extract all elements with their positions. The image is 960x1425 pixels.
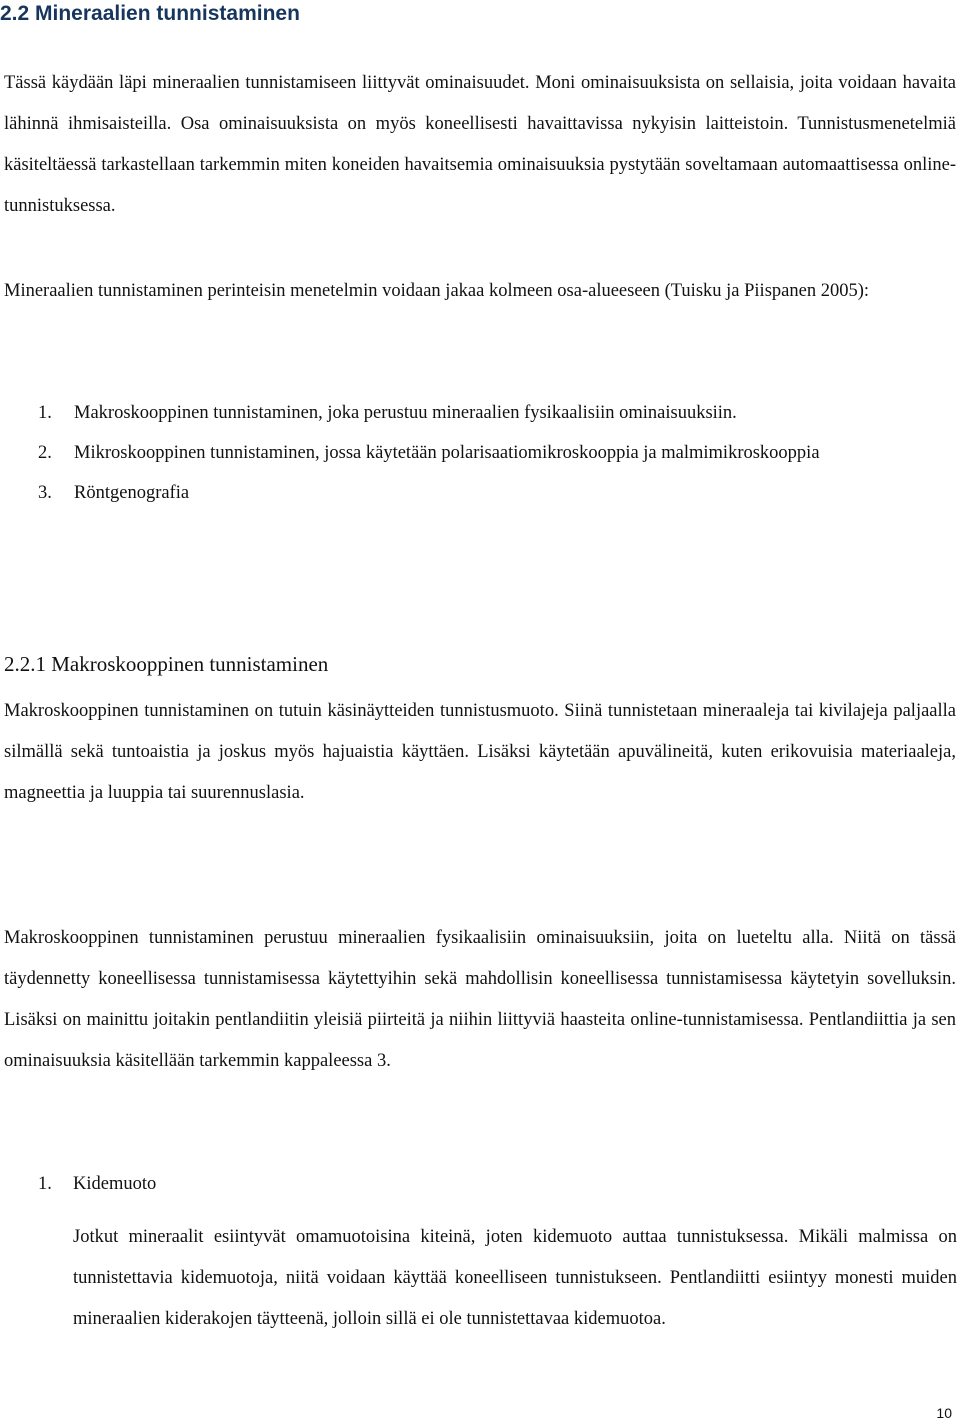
properties-paragraph: Makroskooppinen tunnistaminen perustuu mineraalien fysikaalisiin ominaisuuksiin, joita on lueteltu alla. Niitä on tässä täydennetty koneellisessa tunnistamisessa käytettyihin sekä mahdollisin koneellisessa tunnistamisessa käytetyin sovelluksin. Lisäksi on mainittu joitakin pentlandiitin yleisiä piirteitä ja niihin liittyviä haasteita online-tunnistamisessa. Pentlandiittia ja sen ominaisuuksia käsitellään tarkemmin kappaleessa 3.	[4, 928, 956, 1071]
macro-paragraph: Makroskooppinen tunnistaminen on tutuin käsinäytteiden tunnistusmuoto. Siinä tunnistetaan mineraaleja tai kivilajeja paljaalla silmällä sekä tuntoaistia ja joskus myös hajuaistia käyttäen. Lisäksi käytetään apuvälineitä, kuten erikovuisia materiaaleja, magneettia ja luuppia tai suurennuslasia.	[4, 701, 956, 803]
intro-paragraph: Tässä käydään läpi mineraalien tunnistamiseen liittyvät ominaisuudet. Moni ominaisuuksista on sellaisia, joita voidaan havaita lähinnä ihmisaisteilla. Osa ominaisuuksista on myös koneellisesti havaittavissa nykyisin laitteistoin. Tunnistusmenetelmiä käsiteltäessä tarkastellaan tarkemmin miten koneiden havaitsemia ominaisuuksia pystytään soveltamaan automaattisessa online-tunnistuksessa.	[4, 73, 956, 216]
methods-list	[38, 393, 956, 513]
subsection-heading: 2.2.1 Makroskooppinen tunnistaminen	[4, 652, 329, 676]
list-item	[38, 393, 956, 433]
list-item-text: Röntgenografia	[74, 483, 190, 503]
crystal-form-paragraph: Jotkut mineraalit esiintyvät omamuotoisina kiteinä, joten kidemuoto auttaa tunnistuksessa. Mikäli malmissa on tunnistettavia kidemuotoja, niitä voidaan käyttää koneelliseen tunnistukseen. Pentlandiitti esiintyy monesti muiden mineraalien kiderakojen täytteenä, jolloin sillä ei ole tunnistettavaa kidemuotoa.	[73, 1227, 957, 1329]
list-item	[38, 433, 956, 473]
list-item	[38, 473, 956, 513]
property-heading	[38, 1170, 156, 1198]
list-item-number: 1.	[38, 403, 52, 423]
list-item-number: 2.	[38, 443, 52, 463]
list-item-number: 3.	[38, 483, 52, 503]
section-heading: 2.2 Mineraalien tunnistaminen	[0, 2, 300, 25]
list-item-text: Makroskooppinen tunnistaminen, joka perustuu mineraalien fysikaalisiin ominaisuuksiin.	[74, 403, 737, 423]
page-number: 10	[936, 1405, 952, 1421]
property-number: 1.	[38, 1174, 52, 1194]
property-title: Kidemuoto	[73, 1174, 157, 1194]
methods-paragraph: Mineraalien tunnistaminen perinteisin menetelmin voidaan jakaa kolmeen osa-alueeseen (Tuisku ja Piispanen 2005):	[4, 281, 869, 301]
list-item-text: Mikroskooppinen tunnistaminen, jossa käytetään polarisaatiomikroskooppia ja malmimikroskooppia	[74, 443, 820, 463]
